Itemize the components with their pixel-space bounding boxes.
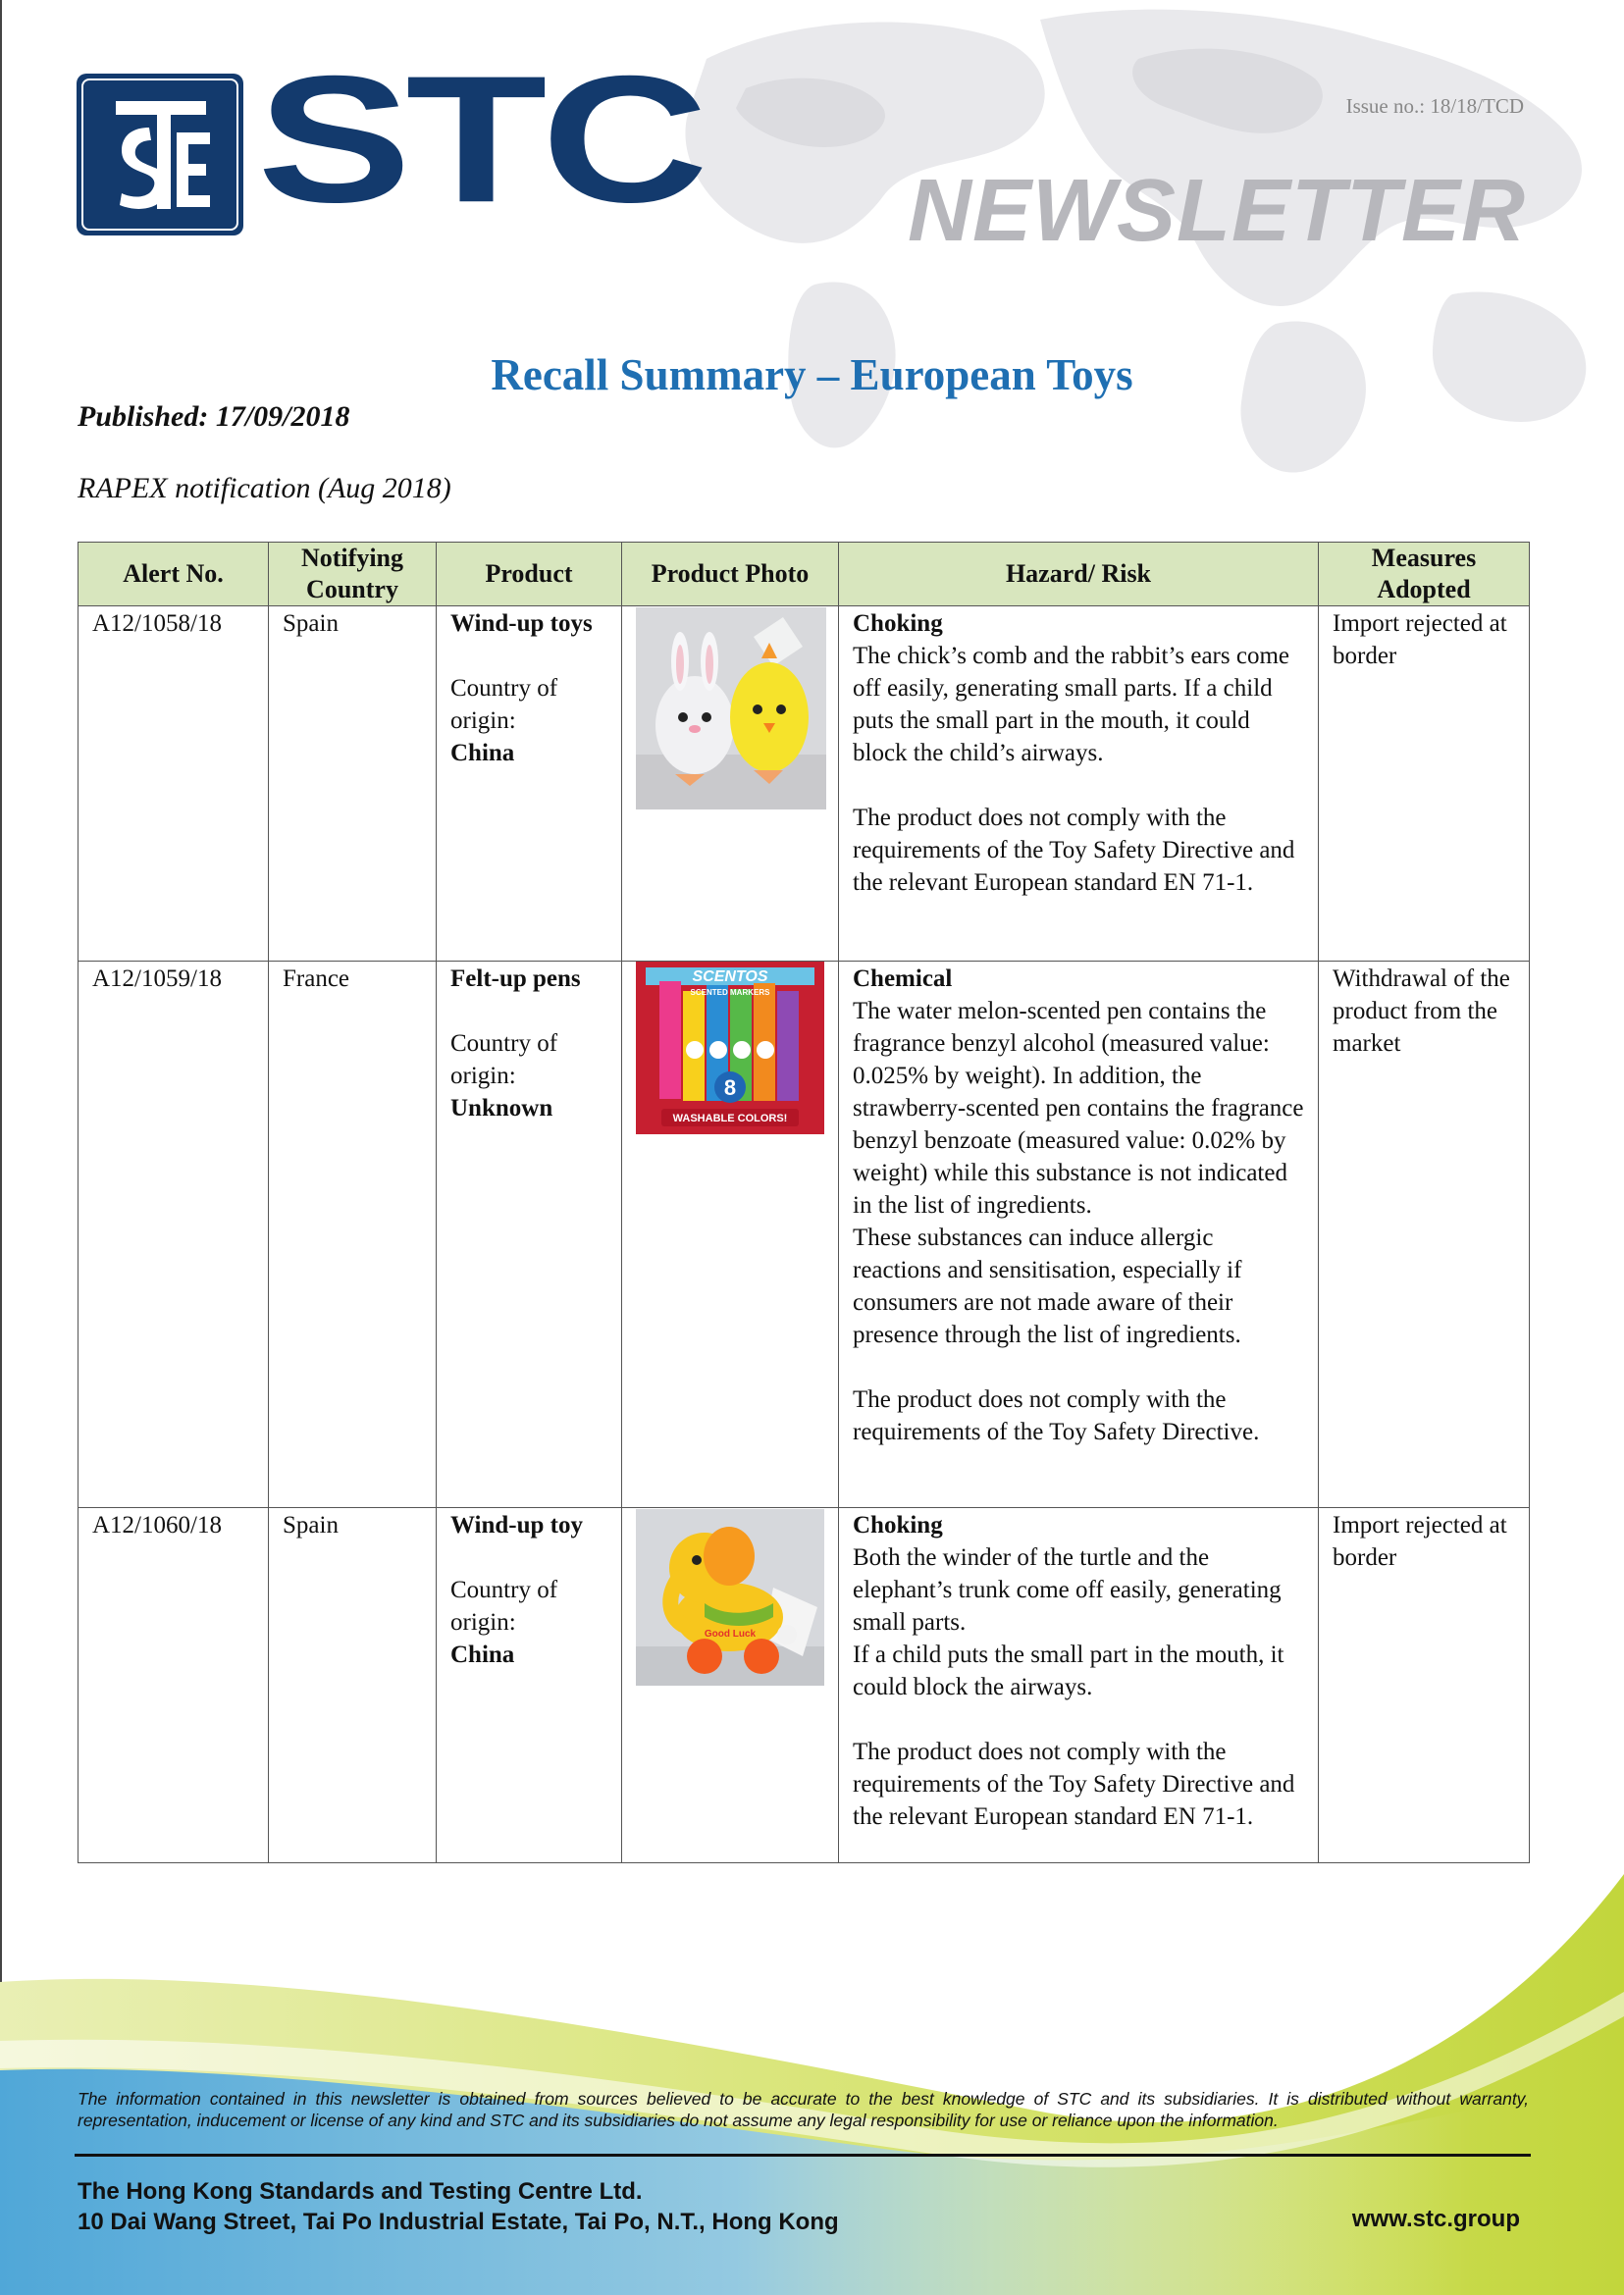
company-address: 10 Dai Wang Street, Tai Po Industrial Estate, Tai Po, N.T., Hong Kong xyxy=(78,2209,839,2235)
website-link[interactable]: www.stc.group xyxy=(1351,2206,1520,2232)
photo-brand-label: SCENTOS xyxy=(692,968,768,985)
newsletter-label: NEWSLETTER xyxy=(908,162,1526,260)
photo-cell xyxy=(622,1508,839,1863)
disclaimer-text: The information contained in this newsletter is obtained from sources believed to be accurate to the best knowledge of STC and its subsidiaries. It is distributed without warranty, representation, inducement or license of any kind and STC and its subsidiaries do not assume any legal responsibility for use or reliance upon the information. xyxy=(78,2089,1529,2130)
hazard-cell xyxy=(839,606,1319,962)
origin-value: China xyxy=(450,740,515,766)
world-map-background xyxy=(589,0,1624,549)
footer-divider xyxy=(75,2154,1531,2157)
compliance-note: The product does not comply with the requirements of the Toy Safety Directive and the relevant European standard EN 71-1. xyxy=(853,1739,1295,1830)
photo-toy-label: Good Luck xyxy=(704,1629,757,1640)
rapex-notification-label: RAPEX notification (Aug 2018) xyxy=(78,472,451,504)
hazard-cell xyxy=(839,1508,1319,1863)
origin-label: Country of origin: xyxy=(450,675,558,734)
company-info xyxy=(78,2176,839,2237)
photo-cell xyxy=(622,606,839,962)
hazard-description: Both the winder of the turtle and the elephant’s trunk come off easily, generating small parts. xyxy=(853,1544,1282,1636)
published-date: Published: 17/09/2018 xyxy=(78,400,350,433)
page-title: Recall Summary – European Toys xyxy=(491,350,1133,399)
origin-value: Unknown xyxy=(450,1095,553,1121)
hazard-description-2: If a child puts the small part in the mouth, it could block the airways. xyxy=(853,1642,1284,1700)
photo-sub-label: SCENTED MARKERS xyxy=(690,988,770,997)
table-row xyxy=(79,1508,1530,1863)
country-cell: France xyxy=(269,962,437,1508)
table-row xyxy=(79,606,1530,962)
measures-cell: Import rejected at border xyxy=(1319,606,1530,962)
product-name: Wind-up toys xyxy=(450,610,593,637)
origin-value: China xyxy=(450,1642,515,1668)
product-cell xyxy=(437,606,622,962)
wind-up-elephant-photo xyxy=(636,1509,824,1686)
measures-cell: Import rejected at border xyxy=(1319,1508,1530,1863)
table-row xyxy=(79,962,1530,1508)
header-hazard-risk: Hazard/ Risk xyxy=(839,543,1319,606)
recall-table xyxy=(78,542,1530,1863)
header-product: Product xyxy=(437,543,622,606)
hazard-description: The chick’s comb and the rabbit’s ears come off easily, generating small parts. If a child puts the small part in the mouth, it could block the child’s airways. xyxy=(853,643,1289,766)
product-cell xyxy=(437,962,622,1508)
header-notifying-country: Notifying Country xyxy=(269,543,437,606)
alert-no-cell: A12/1060/18 xyxy=(79,1508,269,1863)
issue-number: Issue no.: 18/18/TCD xyxy=(1345,94,1524,118)
stc-logo-mark xyxy=(77,74,243,235)
product-cell xyxy=(437,1508,622,1863)
header-alert-no: Alert No. xyxy=(79,543,269,606)
hazard-description-2: These substances can induce allergic reactions and sensitisation, especially if consumers are not made aware of their presence through the list of ingredients. xyxy=(853,1225,1242,1348)
country-cell: Spain xyxy=(269,1508,437,1863)
alert-no-cell: A12/1059/18 xyxy=(79,962,269,1508)
country-cell: Spain xyxy=(269,606,437,962)
origin-label: Country of origin: xyxy=(450,1577,558,1636)
photo-tagline-label: WASHABLE COLORS! xyxy=(672,1113,788,1124)
hazard-type: Chemical xyxy=(853,965,953,992)
header-measures-adopted: Measures Adopted xyxy=(1319,543,1530,606)
hazard-type: Choking xyxy=(853,1512,943,1539)
hazard-description: The water melon-scented pen contains the fragrance benzyl alcohol (measured value: 0.025% by weight). In addition, the strawberry-scented pen contains the fragrance benzyl benzoate (measured value: 0.02% by weight) while this substance is not indicated in the list of ingredients. xyxy=(853,998,1304,1219)
wind-up-chick-rabbit-photo xyxy=(636,607,826,809)
header-product-photo: Product Photo xyxy=(622,543,839,606)
hazard-type: Choking xyxy=(853,610,943,637)
scented-markers-photo xyxy=(636,962,824,1134)
product-name: Felt-up pens xyxy=(450,965,581,992)
product-name: Wind-up toy xyxy=(450,1512,584,1539)
company-name: The Hong Kong Standards and Testing Centre Ltd. xyxy=(78,2178,643,2205)
compliance-note: The product does not comply with the requirements of the Toy Safety Directive. xyxy=(853,1386,1260,1445)
photo-cell xyxy=(622,962,839,1508)
origin-label: Country of origin: xyxy=(450,1030,558,1089)
compliance-note: The product does not comply with the requirements of the Toy Safety Directive and the relevant European standard EN 71-1. xyxy=(853,805,1295,896)
table-header-row xyxy=(79,543,1530,606)
photo-count-label: 8 xyxy=(723,1075,737,1100)
alert-no-cell: A12/1058/18 xyxy=(79,606,269,962)
measures-cell: Withdrawal of the product from the market xyxy=(1319,962,1530,1508)
hazard-cell xyxy=(839,962,1319,1508)
stc-logo-text: STC xyxy=(257,38,703,240)
